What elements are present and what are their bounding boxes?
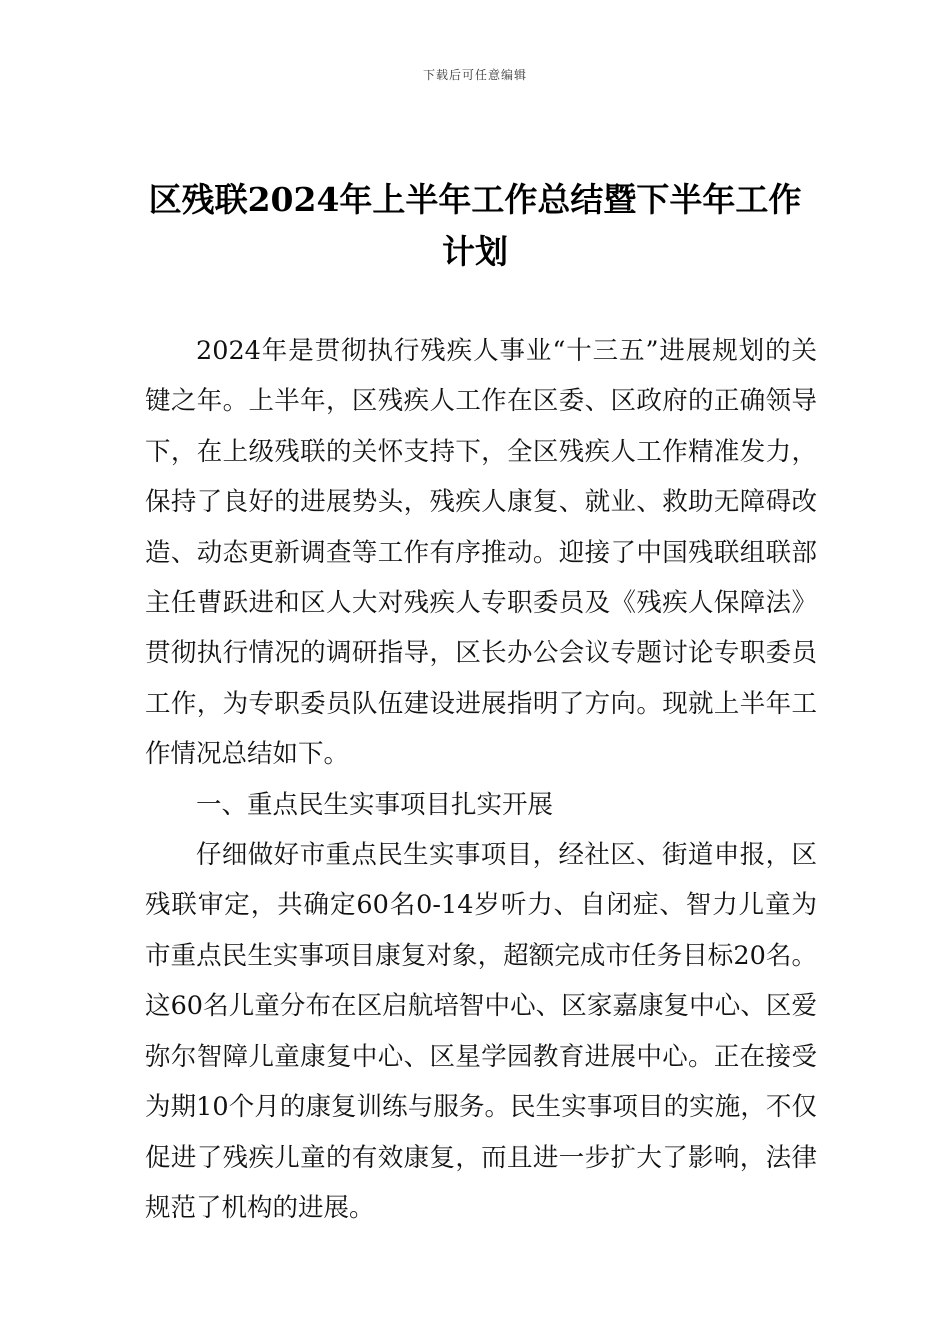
section-paragraph-1: 仔细做好市重点民生实事项目，经社区、街道申报，区残联审定，共确定60名0-14岁听力、自闭症、智力儿童为市重点民生实事项目康复对象，超额完成市任务目标20名。这60名儿童分布在区启航培智中心、区家嘉康复中心、区爱弥尔智障儿童康复中心、区星学园教育进展中心。正在接受为期10个月的康复训练与服务。民生实事项目的实施，不仅促进了残疾儿童的有效康复，而且进一步扩大了影响，法律规范了机构的进展。	[145, 840, 817, 1223]
document-body	[145, 326, 817, 1233]
page-header-note: 下载后可任意编辑	[422, 68, 527, 82]
intro-paragraph: 2024年是贯彻执行残疾人事业“十三五”进展规划的关键之年。上半年，区残疾人工作在区委、区政府的正确领导下，在上级残联的关怀支持下，全区残疾人工作精准发力，保持了良好的进展势头，残疾人康复、就业、救助无障碍改造、动态更新调查等工作有序推动。迎接了中国残联组联部主任曹跃进和区人大对残疾人专职委员及《残疾人保障法》贯彻执行情况的调研指导，区长办公会议专题讨论专职委员工作，为专职委员队伍建设进展指明了方向。现就上半年工作情况总结如下。	[145, 336, 817, 770]
document-title: 区残联2024年上半年工作总结暨下半年工作计划	[148, 180, 802, 271]
section-heading-1: 一、重点民生实事项目扎实开展	[196, 789, 554, 820]
